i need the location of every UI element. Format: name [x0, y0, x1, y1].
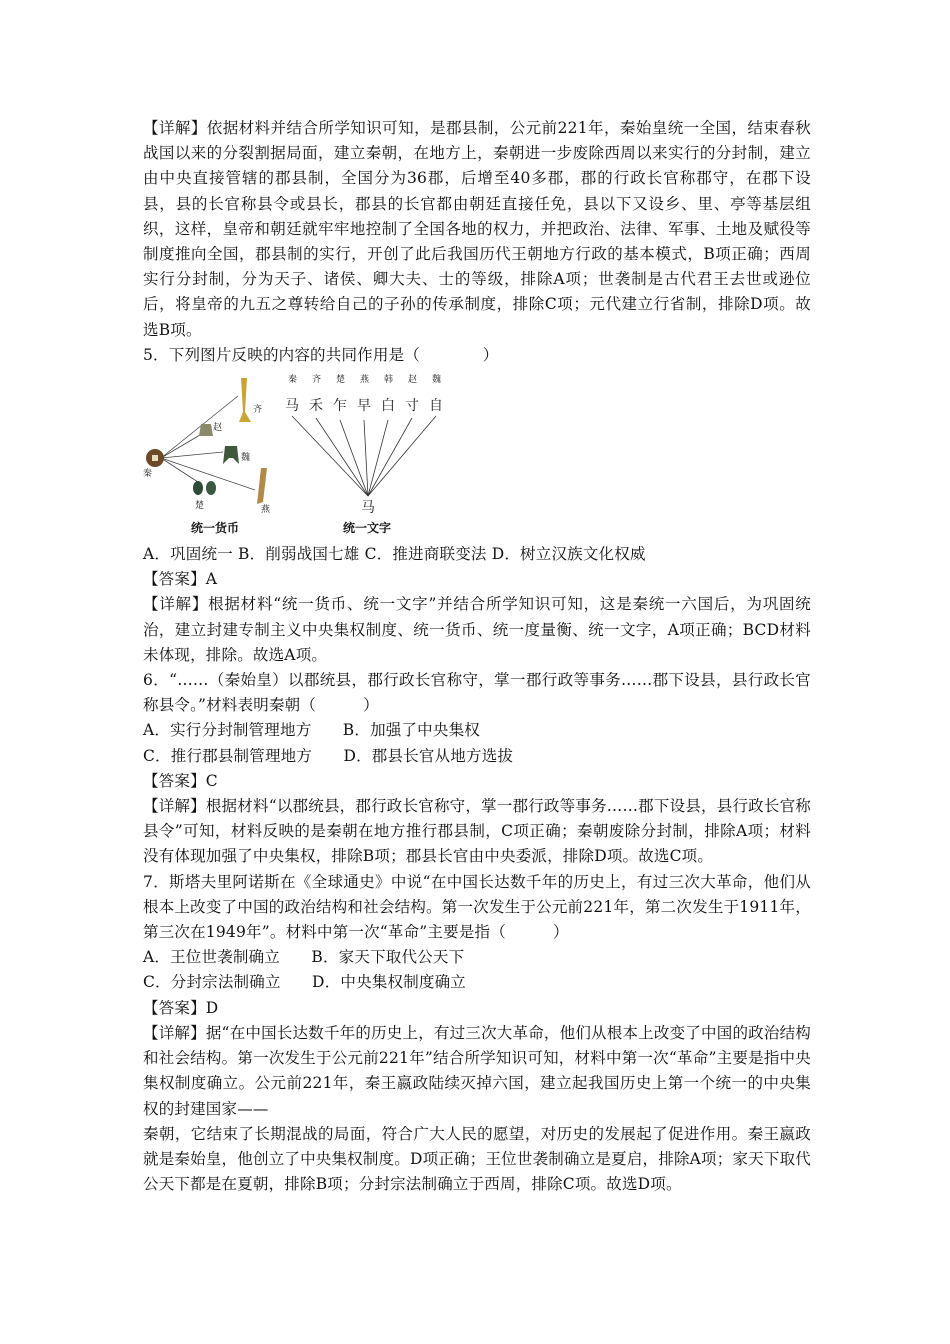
- svg-text:马: 马: [285, 398, 299, 415]
- svg-text:韩: 韩: [384, 375, 394, 386]
- unified-glyph: 马: [361, 500, 375, 517]
- label-yan: 燕: [261, 505, 271, 516]
- svg-text:寸: 寸: [405, 398, 419, 415]
- label-chu: 楚: [195, 501, 205, 512]
- svg-text:齐: 齐: [312, 375, 322, 386]
- q6-stem: 6．“……（秦始皇）以郡统县，郡行政长官称守，掌一郡行政等事务……郡下设县，县行政长官称县令。”材料表明秦朝（ ）: [143, 671, 811, 715]
- svg-text:楚: 楚: [336, 375, 346, 386]
- label-zhao: 赵: [213, 423, 223, 434]
- svg-text:燕: 燕: [360, 375, 370, 386]
- q5-figure-illustration: [143, 372, 811, 536]
- q7-stem: 7．斯塔夫里阿诺斯在《全球通史》中说“在中国长达数千年的历史上，有过三次大革命，他们从根本上改变了中国的政治结构和社会结构。第一次发生于公元前221年，第二次发生于1911年，第三次在1949年”。材料中第一次“革命”主要是指（ ）: [143, 872, 811, 942]
- q5-stem: 5．下列图片反映的内容的共同作用是（ ）: [143, 345, 499, 364]
- label-wei: 魏: [241, 453, 251, 464]
- q6-options-ab: A．实行分封制管理地方 B．加强了中央集权: [143, 721, 480, 740]
- chu-ant-nose-coin-icon: [193, 481, 203, 495]
- zhao-spade-coin-icon: [199, 424, 213, 436]
- q4-explanation: 【详解】依据材料并结合所学知识可知，是郡县制，公元前221年，秦始皇统一全国，结束春秋战国以来的分裂割据局面，建立秦朝，在地方上，秦朝进一步废除西周以来实行的分封制，建立由中央直接管辖的郡县制，全国分为36郡，后增至40多郡，郡的行政长官称郡守，在郡下设县，县的长官称县令或县长，郡县的长官都由朝廷直接任免，县以下又设乡、里、亭等基层组织，这样，皇帝和朝廷就牢牢地控制了全国各地的权力，并把政治、法律、军事、土地及赋役等制度推向全国，郡县制的实行，开创了此后我国历代王朝地方行政的基本模式，B项正确；西周实行分封制，分为天子、诸侯、卿大夫、士的等级，排除A项；世袭制是古代君王去世或逊位后，将皇帝的九五之尊转给自己的子孙的传承制度，排除C项；元代建立行省制，排除D项。故选B项。: [143, 119, 811, 339]
- svg-text:秦: 秦: [288, 375, 298, 386]
- currency-diagram: [143, 378, 271, 535]
- q7-explanation-part1: 【详解】据“在中国长达数千年的历史上，有过三次大革命，他们从根本上改变了中国的政治结构和社会结构。第一次发生于公元前221年”结合所学知识可知，材料中第一次“革命”主要是指中央集权制度确立。公元前221年，秦王嬴政陆续灭掉六国，建立起我国历史上第一个统一的中央集权的封建国家——: [143, 1023, 811, 1118]
- currency-caption: 统一货币: [191, 521, 240, 536]
- q7-options-cd: C．分封宗法制确立 D．中央集权制度确立: [143, 973, 466, 992]
- q7-explanation-part2: 秦朝，它结束了长期混战的局面，符合广大人民的愿望，对历史的发展起了促进作用。秦王嬴政就是秦始皇，他创立了中央集权制度。D项正确；王位世袭制确立是夏启，排除A项；家天下取代公天下都是在夏朝，排除B项；分封宗法制确立于西周，排除C项。故选D项。: [143, 1124, 811, 1194]
- svg-text:魏: 魏: [432, 375, 442, 386]
- q5-figure: [143, 372, 811, 536]
- q5-explanation: 【详解】根据材料“统一货币、统一文字”并结合所学知识可知，这是秦统一六国后，为巩固统治，建立封建专制主义中央集权制度、统一货币、统一度量衡、统一文字，A项正确；BCD材料未体现，排除。故选A项。: [143, 595, 811, 664]
- q7-answer: 【答案】D: [143, 998, 219, 1017]
- label-qi: 齐: [253, 405, 263, 416]
- svg-text:赵: 赵: [408, 375, 418, 386]
- yan-knife-coin-icon: [257, 468, 267, 504]
- svg-text:禾: 禾: [309, 398, 323, 415]
- q6-explanation: 【详解】根据材料“以郡统县，郡行政长官称守，掌一郡行政等事务……郡下设县，县行政长官称县令”可知，材料反映的是秦朝在地方推行郡县制，C项正确；秦朝废除分封制，排除A项；材料没有体现加强了中央集权，排除B项；郡县长官由中央委派，排除D项。故选C项。: [143, 797, 811, 866]
- svg-text:乍: 乍: [333, 398, 347, 415]
- q7-options-ab: A．王位世袭制确立 B．家天下取代公天下: [143, 948, 465, 967]
- q6-answer: 【答案】C: [143, 771, 218, 790]
- writing-caption: 统一文字: [343, 521, 392, 536]
- qi-knife-coin-icon: [239, 378, 251, 422]
- document-page: [143, 116, 811, 1197]
- svg-text:早: 早: [357, 398, 371, 415]
- label-qin: 秦: [143, 469, 153, 480]
- q5-answer: 【答案】A: [143, 570, 218, 589]
- svg-text:自: 自: [429, 398, 443, 415]
- q6-options-cd: C．推行郡县制管理地方 D．郡县长官从地方选拔: [143, 746, 514, 765]
- writing-diagram: [285, 373, 443, 535]
- svg-text:白: 白: [381, 398, 395, 415]
- wei-spade-coin-icon: [223, 446, 239, 464]
- q5-options: A．巩固统一 B．削弱战国七雄 C．推进商联变法 D．树立汉族文化权威: [143, 545, 646, 564]
